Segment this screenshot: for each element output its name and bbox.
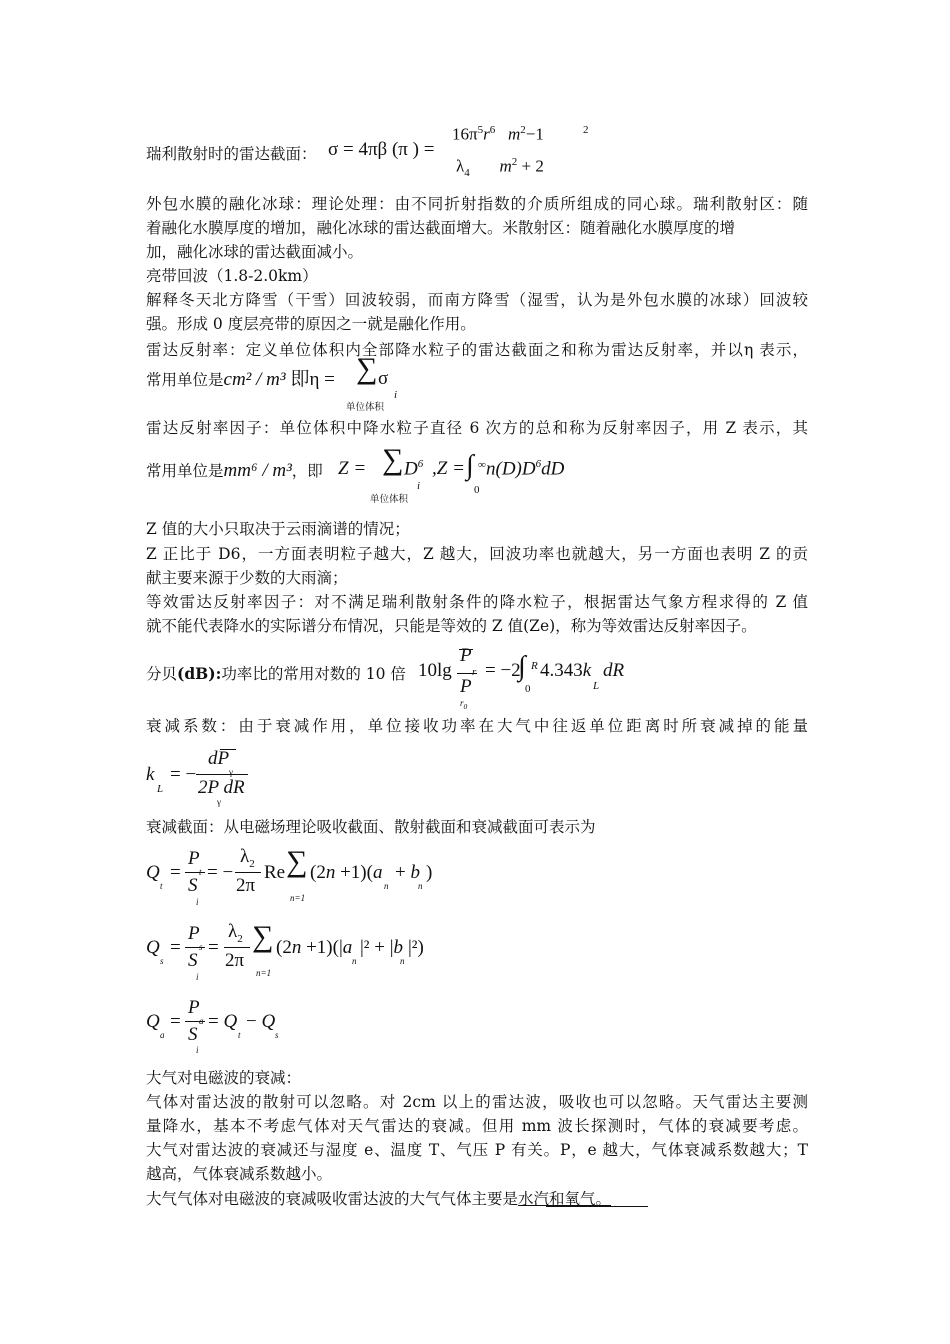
answer-underline (546, 1206, 648, 1207)
para-12: 大气对电磁波的衰减： (146, 1069, 302, 1087)
para-8b: 就不能代表降水的实际谱分布情况，只能是等效的 Z 值(Ze)，称为等效雷达反射率因子。 (146, 617, 757, 635)
kl-num-bar (220, 749, 236, 750)
para-13a: 气体对雷达波的散射可以忽略。对 2cm 以上的雷达波，吸收也可以忽略。天气雷达主要测 (146, 1093, 808, 1111)
para-10: 衰减系数：由于衰减作用，单位接收功率在大气中往返单位距离时所衰减掉的能量 (146, 717, 808, 735)
underlined-answer: 水汽和氧气。 (518, 1190, 612, 1208)
db-sub-L: L (593, 680, 600, 692)
rayleigh-denominator: $\lambda_4$ $m^2 + 2$ (456, 156, 544, 180)
db-num-P: P (460, 645, 472, 666)
qt-eq2: = − (207, 862, 234, 883)
qt-lambda: $\lambda_2$ (240, 846, 255, 870)
para-1c: 加，融化冰球的雷达截面减小。 (146, 243, 364, 261)
qa-sub-a: a (160, 1030, 165, 1040)
z-integrand: $n(D)D^6dD$ (486, 458, 565, 480)
eta-sub-i: i (394, 389, 398, 401)
qa-eq2: = Q (208, 1011, 238, 1032)
para-3a: 解释冬天北方降雪（干雪）回波较弱，而南方降雪（湿雪，认为是外包水膜的冰球）回波较 (146, 291, 808, 309)
qt-sub-bn: n (418, 881, 423, 891)
z-comma-z: ,Z = (432, 458, 465, 479)
db-dR: dR (603, 660, 625, 681)
qa-P-sub: a (199, 1016, 204, 1026)
para-5a: 雷达反射率因子：单位体积中降水粒子直径 6 次方的总和称为反射率因子，用 Z 表示，其 (146, 419, 808, 437)
db-num-bar (459, 649, 473, 650)
qt-P-sub: t (199, 867, 202, 877)
z-lhs: Z = (338, 458, 367, 479)
para-3b: 强。形成 0 度层亮带的原因之一就是融化作用。 (146, 315, 476, 333)
kl-sub-L: L (157, 783, 164, 795)
para-7b: 献主要来源于少数的大雨滴； (146, 569, 348, 587)
para-7a: Z 正比于 D6，一方面表明粒子越大，Z 越大，回波功率也就越大，另一方面也表明 Z 的贡 (146, 545, 808, 563)
qs-sub-bn: n (400, 956, 405, 966)
qs-sum: ∑ (252, 920, 274, 953)
para-6: Z 值的大小只取决于云雨滴谱的情况； (146, 520, 410, 538)
qt-sum: ∑ (286, 845, 308, 878)
qt-plus-b: + b (395, 862, 420, 883)
qs-eq2: = (208, 937, 219, 958)
qt-sub-t: t (160, 881, 163, 891)
para-9: 分贝(dB):功率比的常用对数的 10 倍 (146, 664, 406, 683)
qt-frac2 (235, 872, 261, 873)
qs-P-sub: s (199, 942, 203, 952)
db-num-r: r (472, 666, 477, 678)
qs-2pi: 2π (225, 950, 245, 971)
eta-sum-symbol: ∑ (356, 352, 378, 385)
rayleigh-label: 瑞利散射时的雷达截面： (146, 145, 317, 163)
db-fraction-line (457, 673, 477, 674)
qt-body: (2n +1)(a (310, 862, 383, 883)
qs-Q: Q (146, 937, 160, 958)
qs-P: P (188, 923, 200, 944)
para-4a: 雷达反射率：定义单位体积内全部降水粒子的雷达截面之和称为雷达反射率，并以η 表示， (146, 341, 808, 359)
qt-S: S (188, 875, 198, 896)
eta-sigma: σ (378, 368, 389, 389)
para-13b: 量降水，基本不考虑气体对天气雷达的衰减。但用 mm 波长探测时，气体的衰减要考虑。 (146, 1117, 808, 1135)
qt-sum-lower: n=1 (290, 893, 306, 903)
qs-body: (2n +1)(|a (276, 937, 353, 958)
para-15: 大气气体对电磁波的衰减吸收雷达波的大气气体主要是水汽和氧气。 (146, 1190, 612, 1208)
kl-num-gamma: γ (229, 767, 233, 777)
qs-S-sub: i (196, 972, 199, 982)
kl-k: k (146, 764, 155, 785)
para-2: 亮带回波（1.8-2.0km） (146, 267, 318, 285)
db-den-P: P (460, 676, 472, 697)
para-14a: 大气对雷达波的衰减还与湿度 e、温度 T、气压 P 有关。P，e 越大，气体衰减系数越大；T (146, 1141, 808, 1159)
db-den-r0: $r_0$ (460, 698, 468, 711)
eta-under-label: 单位体积 (346, 402, 385, 413)
para-5b: 常用单位是mm⁶ / m³，即 (146, 460, 323, 481)
kl-eq: = − (170, 764, 197, 785)
qt-eq1: = (170, 862, 181, 883)
qa-sub-s: s (275, 1030, 279, 1040)
kl-num: dP (208, 748, 230, 769)
qa-sub-t: t (238, 1030, 241, 1040)
db-int-lower: 0 (525, 683, 531, 695)
qt-S-sub: i (196, 897, 199, 907)
db-rest: 4.343k (540, 660, 592, 681)
qt-2pi: 2π (236, 875, 256, 896)
z-int-lower: 0 (474, 484, 480, 496)
qt-close: ) (426, 862, 433, 883)
kl-den-gamma: γ (217, 797, 221, 807)
qs-S: S (188, 950, 198, 971)
qa-frac (185, 1021, 205, 1022)
qs-mid: |² + |b (360, 937, 404, 958)
db-int-upper: R (531, 660, 538, 672)
rayleigh-lhs: σ = 4πβ (π ) = (328, 139, 435, 160)
qa-S: S (188, 1024, 198, 1045)
para-11: 衰减截面：从电磁场理论吸收截面、散射截面和衰减截面可表示为 (146, 818, 596, 836)
qs-frac1 (185, 947, 205, 948)
qs-eq1: = (170, 937, 181, 958)
qa-eq1: = (170, 1011, 181, 1032)
qs-close: |²) (408, 937, 424, 958)
para-14b: 越高，气体衰减系数越小。 (146, 1165, 333, 1183)
db-integral: ∫ (518, 651, 526, 682)
qt-P: P (188, 848, 200, 869)
z-under-label: 单位体积 (370, 494, 409, 505)
para-1b: 着融化水膜厚度的增加，融化冰球的雷达截面增大。米散射区：随着融化水膜厚度的增 (146, 219, 736, 237)
qa-S-sub: i (196, 1045, 199, 1055)
qs-lambda: $\lambda_2$ (228, 921, 243, 945)
qs-frac2 (224, 947, 250, 948)
qa-Q: Q (146, 1011, 160, 1032)
qt-re: Re (264, 862, 286, 883)
qt-Q: Q (146, 862, 160, 883)
para-1a: 外包水膜的融化冰球：理论处理：由不同折射指数的介质所组成的同心球。瑞利散射区：随 (146, 195, 808, 213)
para-8a: 等效雷达反射率因子：对不满足瑞利散射条件的降水粒子，根据雷达气象方程求得的 Z 值 (146, 593, 808, 611)
qa-minus: − Q (246, 1011, 276, 1032)
qt-sub-an: n (384, 881, 389, 891)
qs-sum-lower: n=1 (256, 968, 272, 978)
db-eq: = −2 (485, 660, 521, 681)
rayleigh-numerator: $16\pi^5r^6$ $m^2-1$ (452, 124, 544, 144)
z-integral: ∫ (466, 450, 474, 481)
kl-fraction-line (196, 774, 248, 775)
z-sub-i: i (417, 480, 421, 492)
qs-sub-s: s (160, 956, 164, 966)
z-d6: $D^6$ (404, 458, 424, 480)
z-int-upper: ∞ (478, 459, 486, 471)
kl-den: 2P dR (198, 777, 245, 798)
db-10lg: 10lg (418, 660, 452, 681)
qs-sub-an: n (352, 956, 357, 966)
z-sum-symbol: ∑ (382, 443, 404, 476)
qt-frac1 (185, 872, 205, 873)
para-4b: 常用单位是cm² / m³ 即η = (146, 369, 335, 390)
qa-P: P (188, 997, 200, 1018)
rayleigh-power: 2 (583, 124, 589, 136)
